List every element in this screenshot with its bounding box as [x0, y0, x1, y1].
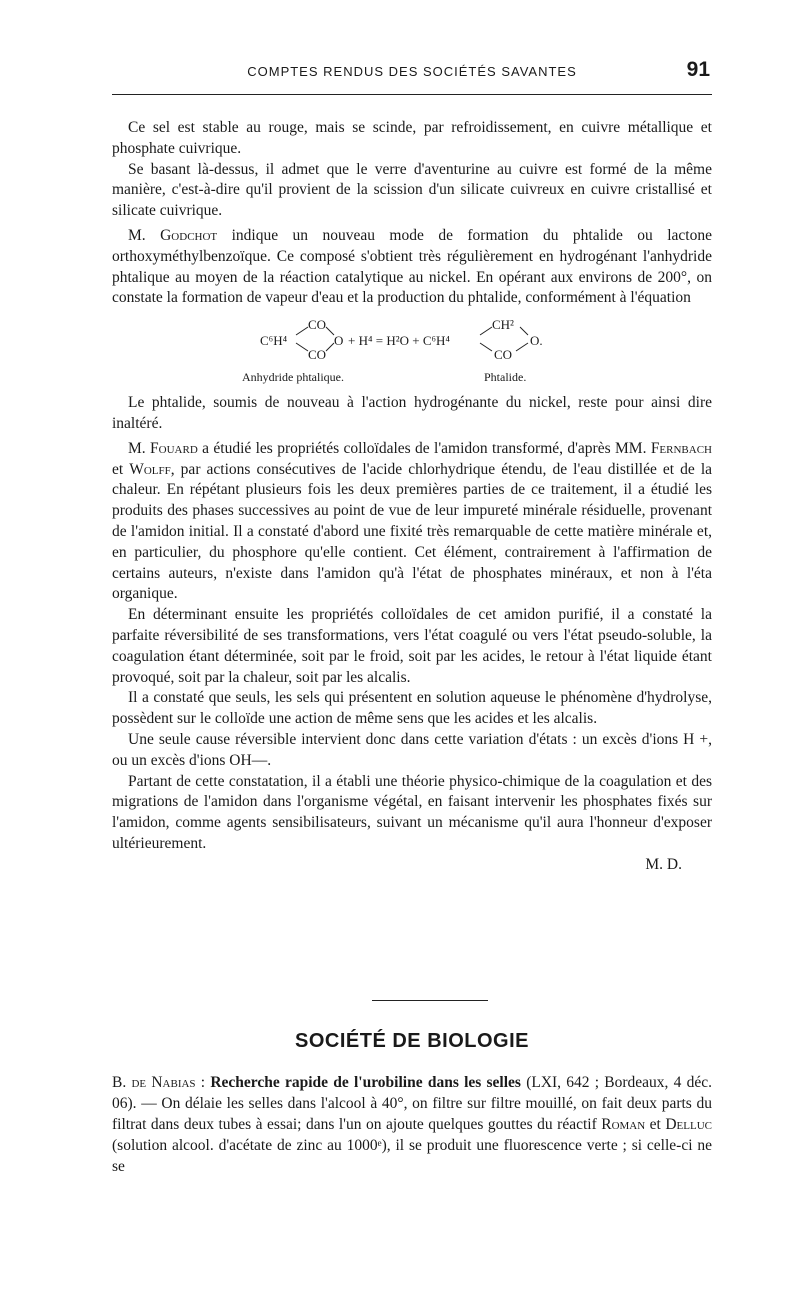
- paragraph: Ce sel est stable au rouge, mais se scinde, par refroidissement, en cuivre métallique et phosphate cuivrique.: [112, 119, 712, 157]
- eq-lhs-group: C⁶H⁴: [260, 333, 288, 349]
- article-text: (solution alcool. d'acétate de zinc au 1000ᵉ), il se produit une fluorescence verte ; si celle-ci ne se: [112, 1137, 712, 1175]
- eq-co-top: CO: [308, 317, 327, 333]
- paragraph: Une seule cause réversible intervient donc dans cette variation d'états : un excès d'ions H +, ou un excès d'ions OH—.: [112, 730, 712, 769]
- body-text: [112, 118, 712, 876]
- eq-rhs-o: O.: [530, 333, 543, 349]
- paragraph-prefix: M.: [128, 439, 151, 457]
- paragraph-text: indique un nouveau mode de formation du phtalide ou lactone orthoxyméthylbenzoïque. Ce composé s'obtient très régulièrement en hydrogénant l'anhydride phtalique au moyen de la réaction catalytique au nickel. En opérant aux environs de 200°, on constate la formation de vapeur d'eau et la production du phtalide, conformément à l'équation: [112, 226, 712, 307]
- paragraph: Il a constaté que seuls, les sels qui présentent en solution aqueuse le phénomène d'hydrolyse, possèdent sur le colloïde une action de même sens que les acides et les alcalis.: [112, 689, 712, 728]
- eq-caption-left: Anhydride phtalique.: [242, 370, 344, 385]
- paragraph: [112, 1072, 712, 1177]
- paragraph-text: , par actions consécutives de l'acide chlorhydrique étendu, de l'eau distillée et de la chaleur. En répétant plusieurs fois les deux premières parties de ce traitement, il a étudié les produits des phases successives au point de vue de leur impureté minérale résiduelle, provenant de l'amidon initial. Il a constaté d'abord une fixité très remarquable de cette matière minérale et, en particulier, du phosphore qu'elle contient. Cet élément, contrairement à l'affirmation de certains auteurs, n'existe dans l'amidon qu'à l'état de phosphates minéraux, et non à l'éta organique.: [112, 460, 712, 603]
- signature-line: [112, 855, 712, 876]
- author-name-wolff: Wolff: [129, 460, 171, 478]
- author-name-fouard: Fouard: [150, 439, 198, 457]
- paragraph: [112, 226, 712, 309]
- eq-co-bottom: CO: [308, 347, 327, 363]
- author-colon: :: [195, 1074, 211, 1091]
- section-divider: [372, 1000, 488, 1001]
- author-name-fernbach: Fernbach: [650, 439, 712, 457]
- paragraph: [112, 439, 712, 605]
- conjunction: et: [645, 1116, 666, 1133]
- paragraph: Le phtalide, soumis de nouveau à l'action hydrogénante du nickel, reste pour ainsi dire inaltéré.: [112, 394, 712, 432]
- section-title: SOCIÉTÉ DE BIOLOGIE: [295, 1030, 529, 1052]
- eq-ch2-top: CH²: [492, 317, 514, 333]
- running-title: COMPTES RENDUS DES SOCIÉTÉS SAVANTES: [247, 64, 577, 79]
- author-name-godchot: Godchot: [160, 226, 218, 244]
- author-particle: de: [131, 1074, 152, 1091]
- paragraph-text: et: [112, 460, 130, 478]
- paragraph: Partant de cette constatation, il a établi une théorie physico-chimique de la coagulation et des migrations de l'amidon dans l'organisme végétal, en faisant intervenir les phosphates fixés sur l'amidon, comme agents sensibilisateurs, suivant un mécanisme qu'il aura l'honneur d'exposer ultérieurement.: [112, 772, 712, 852]
- paragraph: Se basant là-dessus, il admet que le verre d'aventurine au cuivre est formé de la même manière, c'est-à-dire qu'il provient de la scission d'un silicate cuivreux en cuivre cristallisé et silicate cuivrique.: [112, 160, 712, 220]
- paragraph-prefix: M.: [128, 226, 161, 244]
- author-prefix: B.: [112, 1074, 132, 1091]
- paragraph: En déterminant ensuite les propriétés colloïdales de cet amidon purifié, il a constaté la parfaite réversibilité de ses transformations, vers l'état coagulé ou vers l'état pseudo-soluble, la coagulation étant déterminée, soit par le froid, soit par les acides, le retour à l'état liquide étant provoqué, soit par la chaleur, soit par les alcalis.: [112, 606, 712, 686]
- author-name-roman: Roman: [601, 1116, 646, 1133]
- paragraph-text: a étudié les propriétés colloïdales de l'amidon transformé, d'après MM.: [197, 439, 651, 457]
- author-name-delluc: Delluc: [665, 1116, 712, 1133]
- eq-caption-right: Phtalide.: [484, 370, 527, 385]
- chemical-equation: [112, 315, 712, 385]
- article-title: Recherche rapide de l'urobiline dans les selles: [210, 1074, 521, 1091]
- article-reference: (LXI, 642 ; Bordeaux, 4 déc. 06). — On délaie les selles dans l'alcool à 40°, on filtre sur filtre mouillé, on fait deux parts du filtrat dans deux tubes à essai; dans l'un on ajoute quelques gouttes du réactif: [112, 1074, 713, 1133]
- eq-co-bottom-right: CO: [494, 347, 513, 363]
- header-rule: [112, 94, 712, 95]
- eq-lhs-o: O: [334, 333, 344, 349]
- eq-middle: + H⁴ = H²O + C⁶H⁴: [348, 333, 450, 349]
- section-body: [112, 1072, 712, 1177]
- page-number: 91: [686, 58, 710, 81]
- author-name-nabias: Nabias: [151, 1074, 196, 1091]
- signature: M. D.: [645, 855, 682, 873]
- page-header: [112, 58, 712, 84]
